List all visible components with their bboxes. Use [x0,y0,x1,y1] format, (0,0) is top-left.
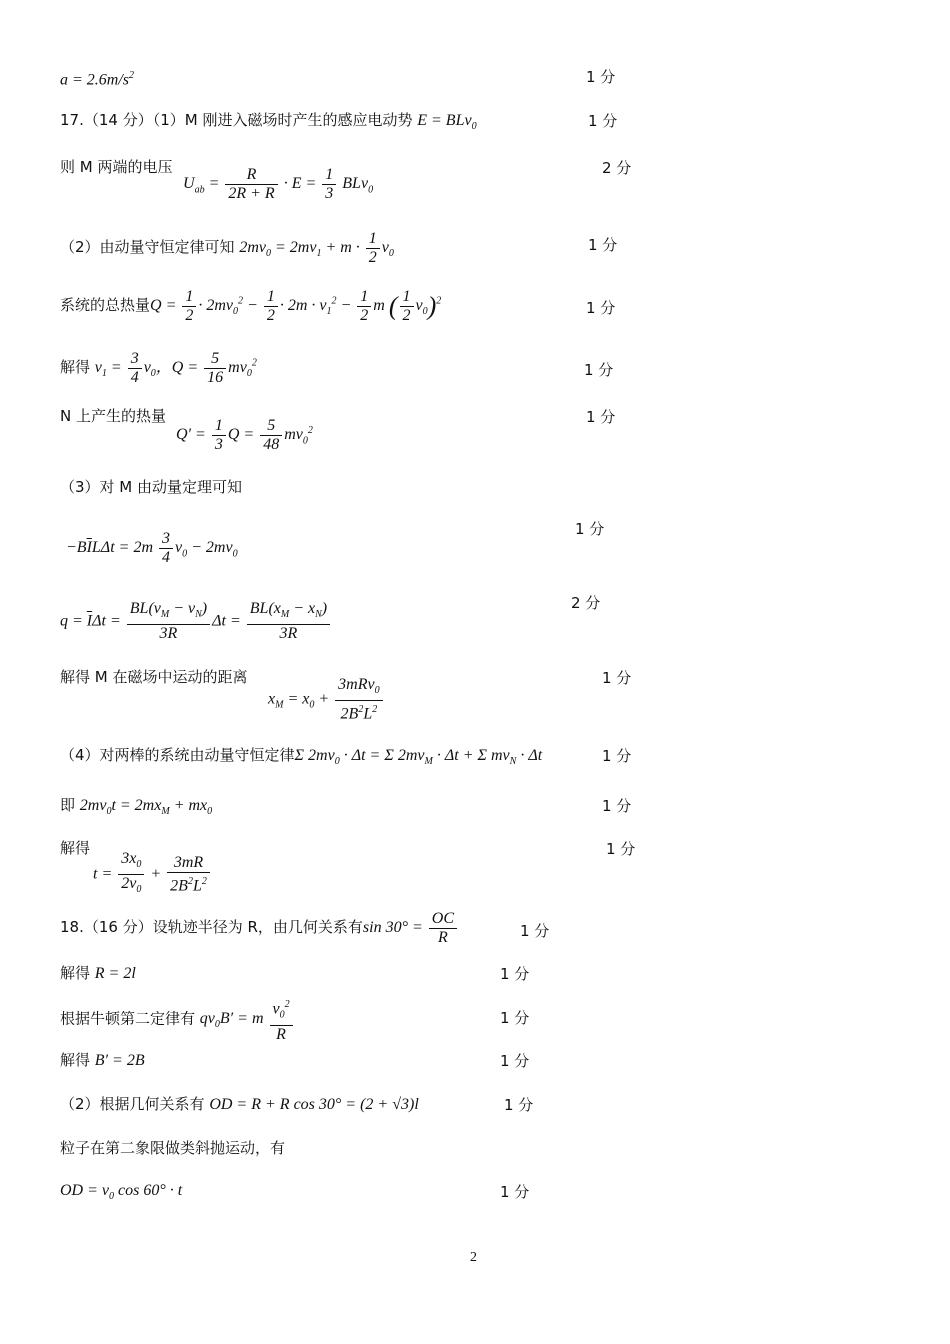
score-13: 1 分 [602,797,632,815]
q18-part2: （2）根据几何关系有 OD = R + R cos 30° = (2 + √3)l [60,1095,419,1113]
label-n-heat: N 上产生的热量 [60,407,166,425]
eq-charge: $q = \overline{I}\Delta t$ = $\frac{BL(v_M - v_N)}{3R}$ Δt = $\frac{BL(x_M - x_N)}{3R}$ [60,600,332,643]
eq-radius: 解得 R = 2l [60,964,136,982]
label-voltage: 则 M 两端的电压 [60,158,173,176]
score-16: 1 分 [500,965,530,983]
score-4: 1 分 [588,236,618,254]
eq-newton: 根据牛顿第二定律有 $qv_0B' = m$ $\frac{v_0^2}{R}$ [60,996,295,1044]
eq-b-prime: 解得 B′ = 2B [60,1051,145,1069]
q17-part3: （3）对 M 由动量定理可知 [60,478,243,496]
score-14: 1 分 [606,840,636,858]
score-7: 1 分 [586,408,616,426]
page-number: 2 [470,1250,477,1265]
eq-voltage: $U_{ab}$ = $\frac{R}{2R + R}$ · E = $\frac{1}{3}$ BLv$_0$ [183,166,374,202]
eq-sum: 即 $2mv_0t = 2mx_M + mx_0$ [60,796,213,818]
eq-solve-v1-q: 解得 $v_1$ = $\frac{3}{4}$ $v_0$，Q = $\frac{5}{16}$ $mv_0^2$ [60,350,257,386]
score-17: 1 分 [500,1009,530,1027]
score-15: 1 分 [520,922,550,940]
score-6: 1 分 [584,361,614,379]
score-9: 1 分 [575,520,605,538]
label-projectile: 粒子在第二象限做类斜抛运动，有 [60,1139,286,1157]
label-distance: 解得 M 在磁场中运动的距离 [60,668,248,686]
eq-distance: $x_M = x_0$ + $\frac{3mRv_0}{2B^2L^2}$ [268,676,385,724]
score-3: 2 分 [602,159,632,177]
score-12: 1 分 [602,747,632,765]
score-5: 1 分 [586,299,616,317]
score-21: 1 分 [500,1183,530,1201]
score-18: 1 分 [500,1052,530,1070]
eq-time: t = $\frac{3x_0}{2v_0}$ + $\frac{3mR}{2B^2L^2}$ [93,850,212,899]
score-2: 1 分 [588,112,618,130]
eq-acceleration: $a = 2.6m/s^2$ [60,70,135,89]
q17-part1: 17.（14 分）（1）M 刚进入磁场时产生的感应电动势 E = BLv$_0$ [60,111,477,133]
score-11: 1 分 [602,669,632,687]
score-19: 1 分 [504,1096,534,1114]
score-1: 1 分 [586,68,616,86]
eq-n-heat: Q′ = $\frac{1}{3}$ Q = $\frac{5}{48}$ $mv_0^2$ [176,417,313,453]
q17-part4: （4）对两棒的系统由动量守恒定律Σ $2mv_0 \cdot \Delta t = \Sigma$ $2mv_M \cdot \Delta t + \Sigma$ $mv_N \cdot \Delta t$ [60,746,543,768]
eq-od: OD = $v_0$ cos 60° · t [60,1182,183,1203]
eq-impulse: $-B\overline{I}L\Delta t = 2m$ $\frac{3}{4}$ $v_0 - 2mv_0$ [66,530,238,566]
label-solve-t: 解得 [60,839,91,857]
q17-part2: （2）由动量守恒定律可知 $2mv_0 = 2mv_1 + m$ · $\frac{1}{2}$ $v_0$ [60,230,394,266]
score-10: 2 分 [571,594,601,612]
q18-part1: 18.（16 分）设轨迹半径为 R，由几何关系有sin 30° = $\frac{OC}{R}$ [60,910,459,947]
eq-total-heat: 系统的总热量Q = $\frac{1}{2}$ · $2mv_0^2$ − $\frac{1}{2}$ · $2m \cdot v_1^2$ − $\frac{1}{2}$ m ( $\frac{1}{2}$ $v_0)^2$ [60,288,442,324]
